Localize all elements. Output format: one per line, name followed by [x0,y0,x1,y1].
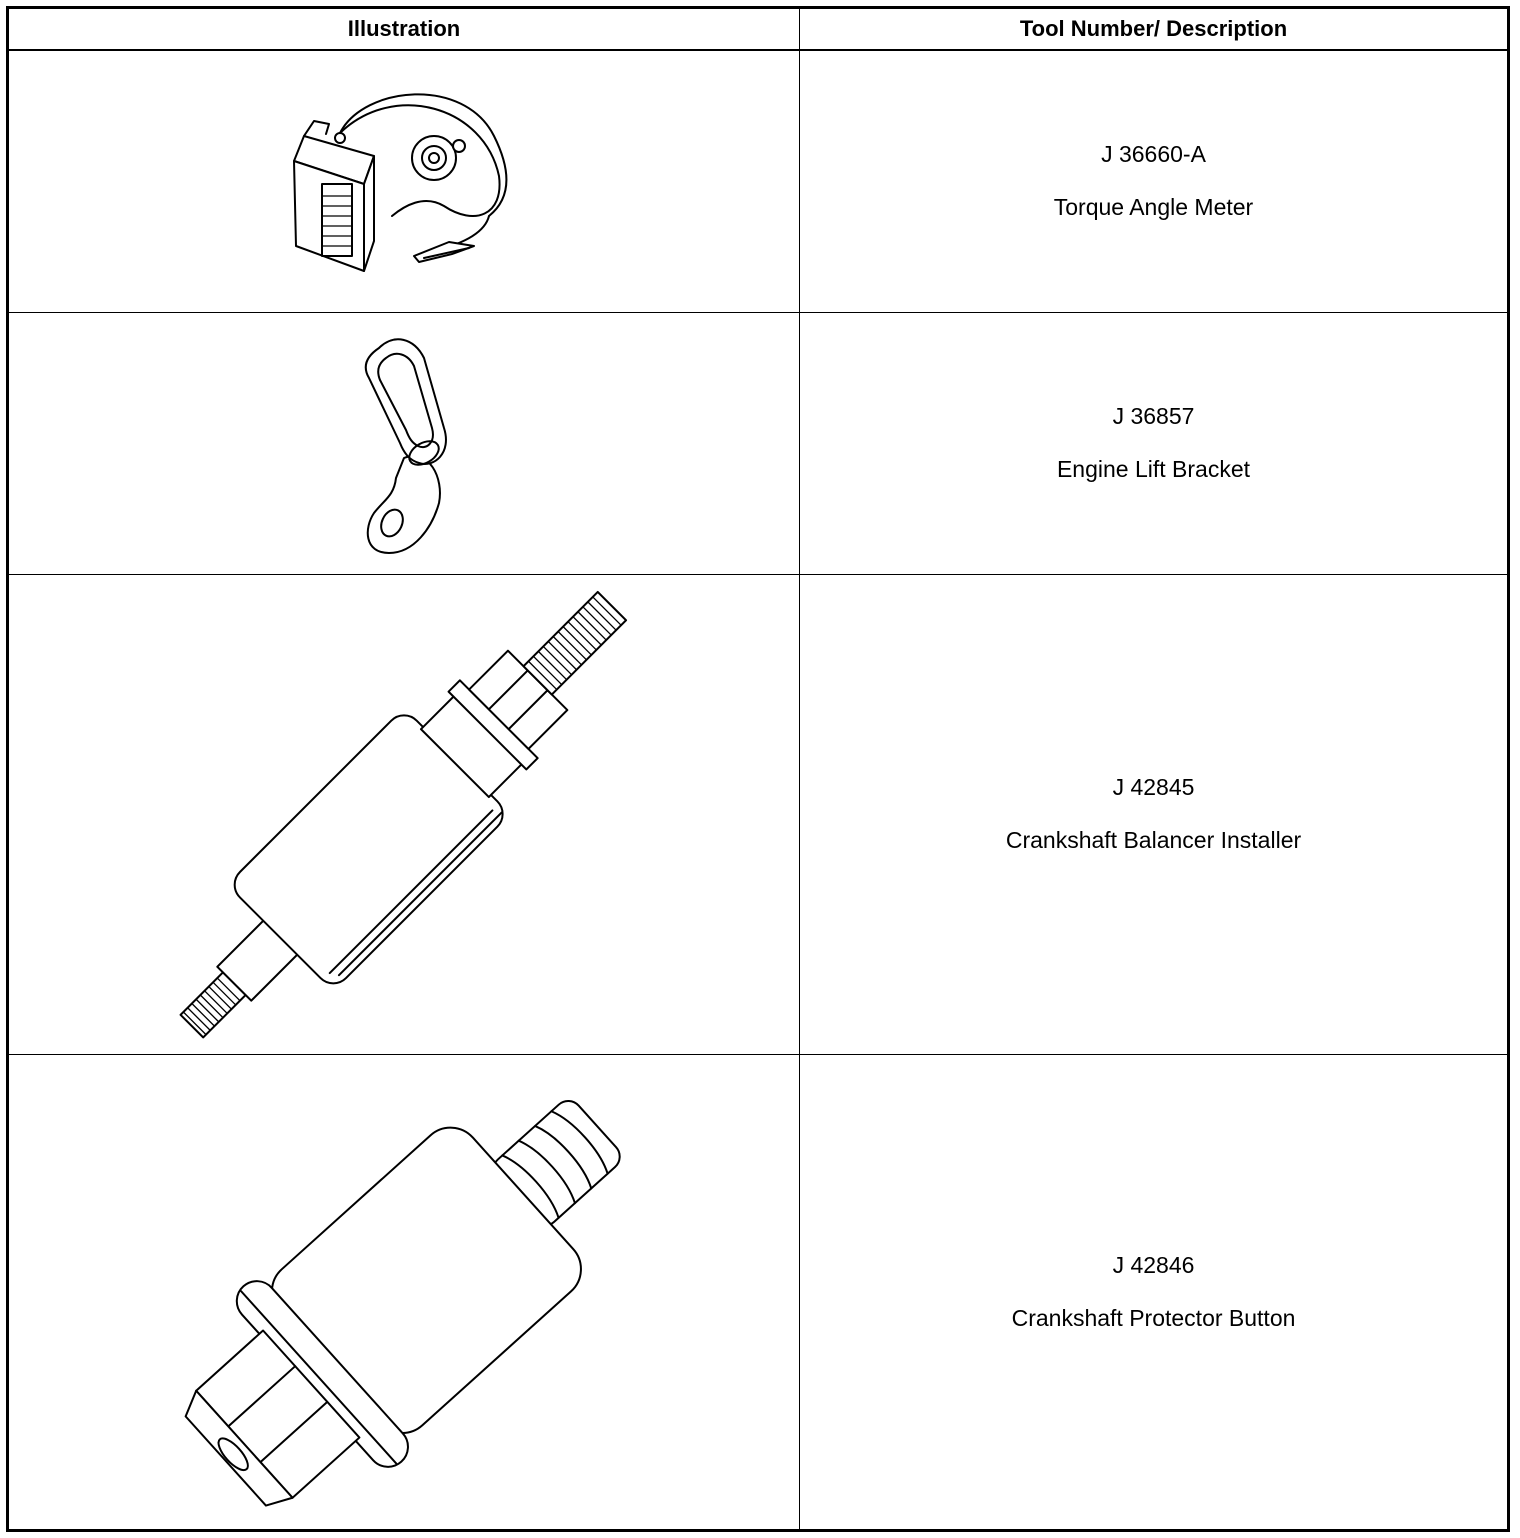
tool-table [6,6,1510,1532]
tool-number: J 36857 [1112,403,1195,429]
tool-number: J 36660-A [1101,141,1206,168]
header-tool-number-description: Tool Number/ Description [800,8,1509,51]
tool-description: Engine Lift Bracket [1056,456,1251,482]
illustration-cell [8,50,800,312]
tool-number: J 42845 [1112,774,1195,800]
crankshaft-balancer-installer-icon [169,584,639,1044]
tool-description: Crankshaft Balancer Installer [1005,827,1302,853]
tool-description: Torque Angle Meter [1053,194,1254,221]
header-illustration: Illustration [8,8,800,51]
table-row [8,50,1509,312]
description-cell [800,312,1509,574]
torque-angle-meter-icon [274,66,534,296]
crankshaft-protector-button-icon [169,1072,639,1512]
tool-number: J 42846 [1112,1251,1195,1278]
header-row [8,8,1509,51]
tool-description: Crankshaft Protector Button [1011,1304,1296,1331]
illustration-cell [8,1054,800,1531]
table-row [8,1054,1509,1531]
table-row [8,574,1509,1054]
table-row [8,312,1509,574]
illustration-cell [8,312,800,574]
engine-lift-bracket-icon [334,328,474,558]
description-cell [800,574,1509,1054]
illustration-cell [8,574,800,1054]
description-cell [800,50,1509,312]
description-cell [800,1054,1509,1531]
